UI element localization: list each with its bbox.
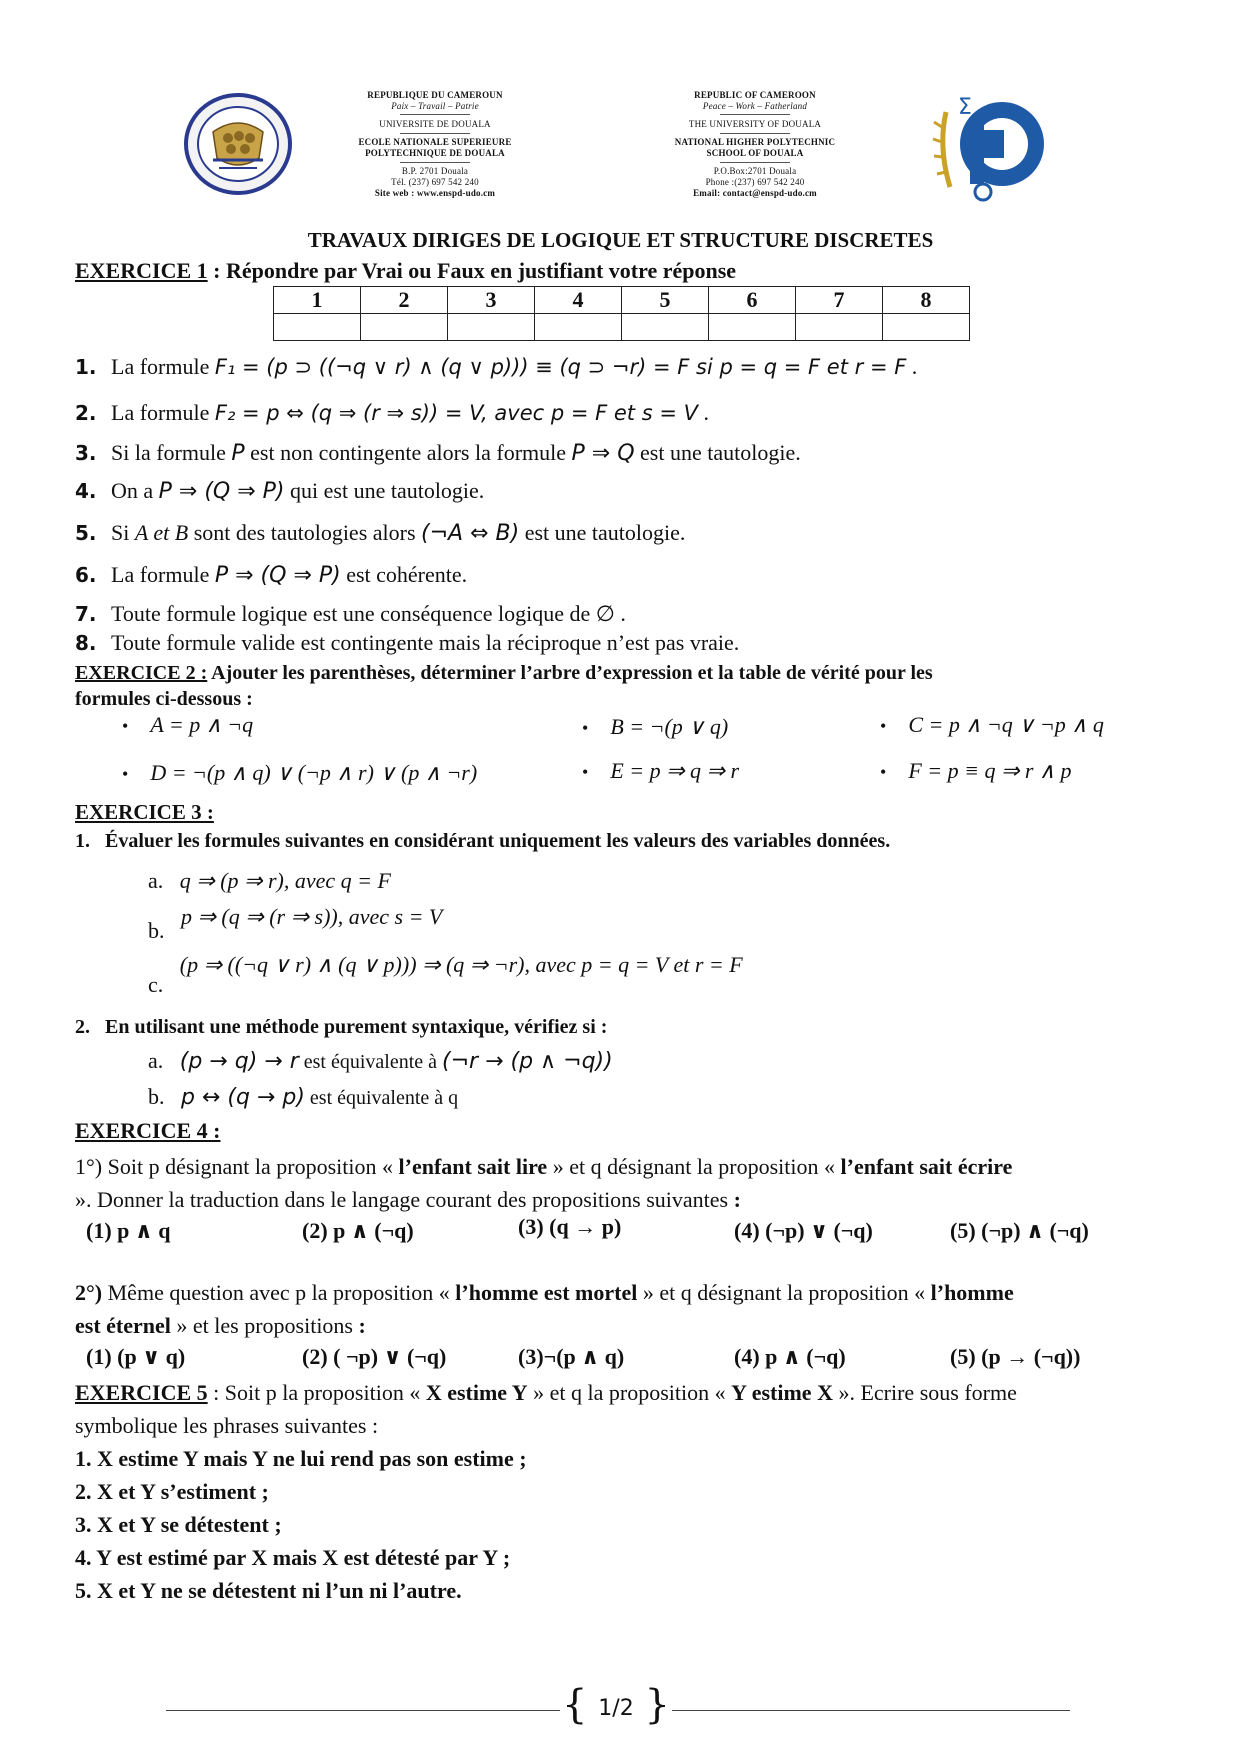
header-left-block	[330, 90, 540, 199]
answer-table-header-row	[274, 287, 970, 314]
polytechnic-logo	[928, 92, 1048, 204]
header-right-school-1: NATIONAL HIGHER POLYTECHNIC	[674, 137, 836, 147]
ex5-item-2: 2. X et Y s’estiment ;	[75, 1479, 269, 1504]
answer-col-4: 4	[535, 287, 622, 314]
page-title: TRAVAUX DIRIGES DE LOGIQUE ET STRUCTURE DISCRETES	[307, 228, 934, 252]
ex3-q1-item-c: c. (p ⇒ ((¬q ∨ r) ∧ (q ∨ p))) ⇒ (q ⇒ ¬r), avec p = q = V et r = F	[148, 952, 743, 997]
ex5-paragraph: EXERCICE 5 : Soit p la proposition « X estime Y » et q la proposition « Y estime X ». Ecrire sous forme symbolique les phrases suivantes :	[75, 1380, 1017, 1438]
answer-col-8: 8	[883, 287, 970, 314]
ex2-formula-b: • B = ¬(p ∨ q)	[582, 714, 729, 739]
ex1-item-5: 5. Si A et B sont des tautologies alors (¬A ⇔ B) est une tautologie.	[75, 520, 686, 546]
ex5-item-3: 3. X et Y se détestent ;	[75, 1512, 282, 1537]
header-left-country: REPUBLIQUE DU CAMEROUN	[367, 90, 503, 100]
ex4-prop-2-4: (4) p ∧ (¬q)	[734, 1344, 846, 1369]
answer-col-7: 7	[796, 287, 883, 314]
ex3-q2-item-b: b. p ↔ (q → p) est équivalente à q	[148, 1084, 459, 1110]
ex4-paragraph-2: 2°) Même question avec p la proposition « l’homme est mortel » et q désignant la proposition « l’homme est éternel » et les propositions :	[75, 1280, 1014, 1338]
answer-col-1: 1	[274, 287, 361, 314]
ex2-instruction-2: formules ci-dessous :	[75, 688, 253, 710]
answer-col-6: 6	[709, 287, 796, 314]
answer-cell[interactable]	[448, 314, 535, 341]
ex1-item-6: 6. La formule P ⇒ (Q ⇒ P) est cohérente.	[75, 562, 468, 588]
ex1-item-3: 3. Si la formule P est non contingente alors la formule P ⇒ Q est une tautologie.	[75, 440, 801, 466]
ex1-label: EXERCICE 1	[75, 258, 208, 283]
ex4-label: EXERCICE 4 :	[75, 1118, 221, 1143]
answer-cell[interactable]	[883, 314, 970, 341]
ex4-prop-1-5: (5) (¬p) ∧ (¬q)	[950, 1218, 1089, 1243]
header-right-university: THE UNIVERSITY OF DOUALA	[688, 119, 822, 129]
ex4-prop-1-1: (1) p ∧ q	[86, 1218, 171, 1243]
answer-cell[interactable]	[709, 314, 796, 341]
ex4-prop-1-3: (3) (q → p)	[518, 1214, 622, 1239]
ex4-prop-1-4: (4) (¬p) ∨ (¬q)	[734, 1218, 873, 1243]
header-left-school-2: POLYTECHNIQUE DE DOUALA	[365, 148, 505, 158]
header-left-tel: Tél. (237) 697 542 240	[391, 177, 479, 187]
header-left-web: Site web : www.enspd-udo.cm	[374, 188, 496, 198]
answer-cell[interactable]	[361, 314, 448, 341]
ex1-item-1: 1. La formule F₁ = (p ⊃ ((¬q ∨ r) ∧ (q ∨ p))) ≡ (q ⊃ ¬r) = F si p = q = F et r = F .	[75, 354, 918, 379]
header-left-motto: Paix – Travail – Patrie	[391, 101, 479, 111]
ex3-question-1: 1. Évaluer les formules suivantes en considérant uniquement les valeurs des variables données.	[75, 830, 891, 852]
answer-table-answer-row	[274, 314, 970, 341]
ex2-label: EXERCICE 2 :	[75, 662, 208, 684]
ex1-item-2: 2. La formule F₂ = p ⇔ (q ⇒ (r ⇒ s)) = V, avec p = F et s = V .	[75, 400, 709, 425]
header-left-university: UNIVERSITE DE DOUALA	[379, 119, 491, 129]
ex3-q1-item-b: b. p ⇒ (q ⇒ (r ⇒ s)), avec s = V	[148, 904, 443, 943]
ex5-item-1: 1. X estime Y mais Y ne lui rend pas son estime ;	[75, 1446, 527, 1471]
svg-text:Σ: Σ	[958, 95, 972, 120]
ex3-question-2: 2. En utilisant une méthode purement syntaxique, vérifiez si :	[75, 1016, 608, 1038]
answer-cell[interactable]	[796, 314, 883, 341]
ex1-instruction: : Répondre par Vrai ou Faux en justifiant votre réponse	[207, 258, 737, 283]
ex3-q1-item-a: a. q ⇒ (p ⇒ r), avec q = F	[148, 868, 391, 893]
ex2-formula-a: • A = p ∧ ¬q	[122, 712, 254, 737]
ex5-label: EXERCICE 5	[75, 1380, 208, 1405]
ex3-q2-item-a: a. (p → q) → r est équivalente à (¬r → (p ∧ ¬q))	[148, 1048, 613, 1074]
ex1-heading	[75, 258, 736, 284]
answer-cell[interactable]	[622, 314, 709, 341]
ex4-prop-2-2: (2) ( ¬p) ∨ (¬q)	[302, 1344, 447, 1369]
header-right-tel: Phone :(237) 697 542 240	[705, 177, 805, 187]
ex2-formula-e: • E = p ⇒ q ⇒ r	[582, 758, 740, 783]
ex5-item-5: 5. X et Y ne se détestent ni l’un ni l’autre.	[75, 1578, 462, 1603]
ex3-label: EXERCICE 3 :	[75, 800, 214, 824]
header-right-email: Email: contact@enspd-udo.cm	[693, 188, 817, 198]
answer-table	[273, 286, 970, 341]
header-right-school-2: SCHOOL OF DOUALA	[706, 148, 804, 158]
ex5-list	[75, 1442, 527, 1607]
answer-cell[interactable]	[274, 314, 361, 341]
answer-col-5: 5	[622, 287, 709, 314]
ex5-item-4: 4. Y est estimé par X mais X est détesté par Y ;	[75, 1545, 511, 1570]
ex1-item-7: 7. Toute formule logique est une conséquence logique de ∅ .	[75, 601, 626, 626]
ex4-prop-2-5: (5) (p → (¬q))	[950, 1344, 1081, 1369]
header-left-school-1: ECOLE NATIONALE SUPERIEURE	[358, 137, 512, 147]
ex2-instruction: Ajouter les parenthèses, déterminer l’arbre d’expression et la table de vérité pour les	[207, 662, 933, 684]
header-right-country: REPUBLIC OF CAMEROON	[694, 90, 816, 100]
answer-col-2: 2	[361, 287, 448, 314]
ex2-formula-f: • F = p ≡ q ⇒ r ∧ p	[880, 758, 1072, 783]
ex1-item-8: 8. Toute formule valide est contingente mais la réciproque n’est pas vraie.	[75, 630, 740, 655]
footer-rule-left	[166, 1710, 560, 1711]
header-left-bp: B.P. 2701 Douala	[401, 166, 469, 176]
ex4-prop-1-2: (2) p ∧ (¬q)	[302, 1218, 414, 1243]
page-number: { 1/2 }	[562, 1682, 670, 1728]
answer-cell[interactable]	[535, 314, 622, 341]
footer-rule-right	[672, 1710, 1070, 1711]
header-right-bp: P.O.Box:2701 Douala	[713, 166, 797, 176]
ex2-heading	[75, 660, 933, 686]
ex2-formula-c: • C = p ∧ ¬q ∨ ¬p ∧ q	[880, 712, 1104, 737]
ex4-prop-2-3: (3)¬(p ∧ q)	[518, 1344, 625, 1369]
ex4-prop-2-1: (1) (p ∨ q)	[86, 1344, 186, 1369]
header-right-motto: Peace – Work – Fatherland	[702, 101, 808, 111]
ex1-item-4: 4. On a P ⇒ (Q ⇒ P) qui est une tautologie.	[75, 478, 485, 504]
answer-col-3: 3	[448, 287, 535, 314]
university-seal-logo	[183, 92, 293, 196]
header-right-block	[650, 90, 860, 199]
ex2-formula-d: • D = ¬(p ∧ q) ∨ (¬p ∧ r) ∨ (p ∧ ¬r)	[122, 760, 478, 785]
ex4-paragraph-1: 1°) Soit p désignant la proposition « l’enfant sait lire » et q désignant la proposition « l’enfant sait écrire ». Donner la traduction dans le langage courant des propositions suivantes :	[75, 1154, 1013, 1212]
